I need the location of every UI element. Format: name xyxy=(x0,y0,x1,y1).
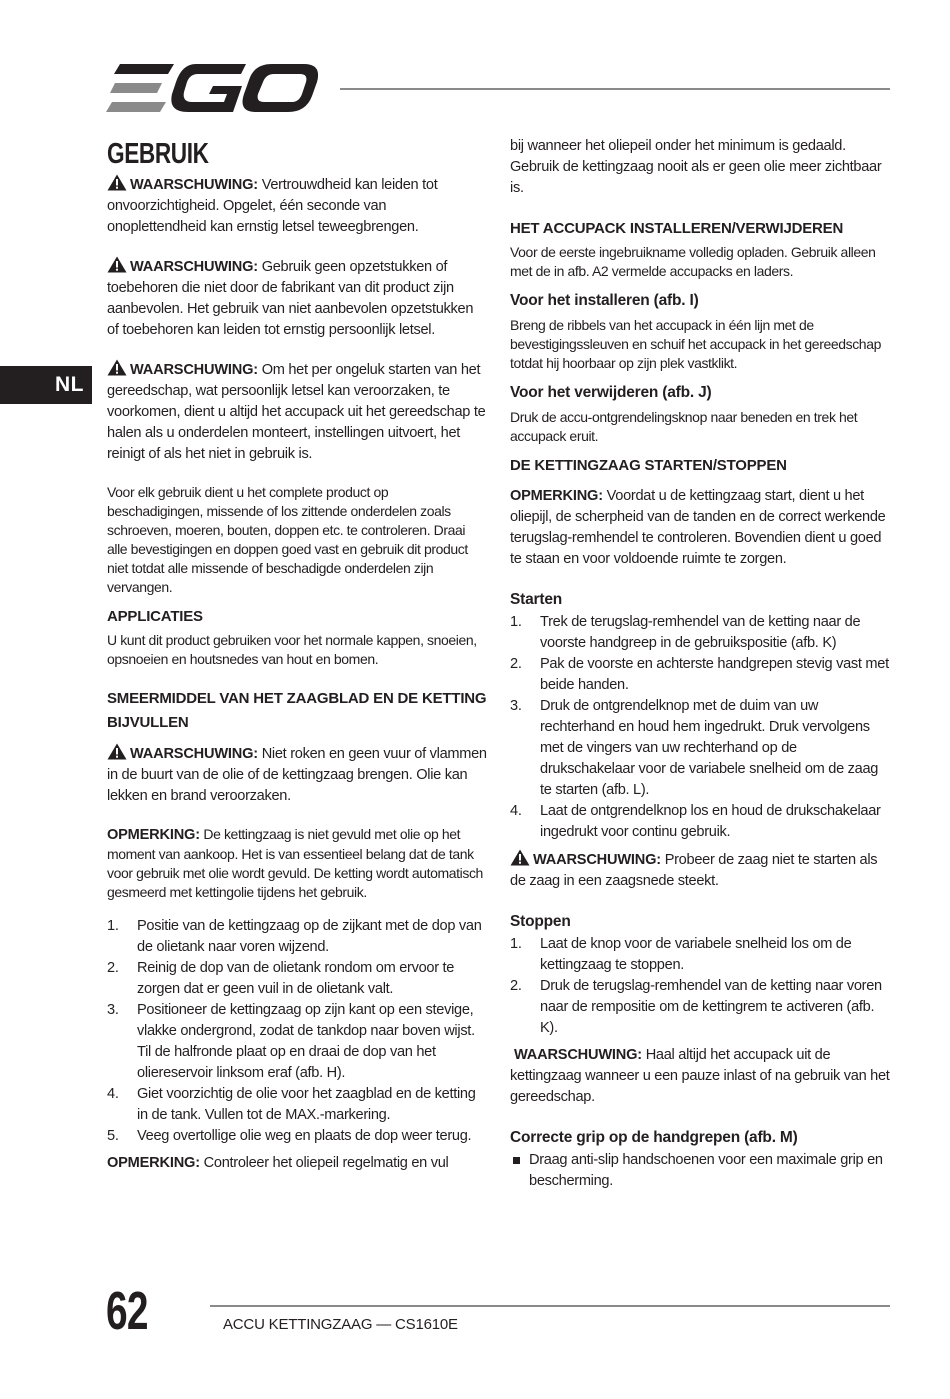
warning-label: WAARSCHUWING: xyxy=(130,746,258,762)
note-text: Voordat u de kettingzaag start, dient u het oliepijl, de scherpheid van de tanden en de correct werkende terugslag-remhendel te controleren. Bovendien dient u goed te staan en voor voldoende ruimte te zorgen. xyxy=(510,488,886,567)
subheading-install: Voor het installeren (afb. I) xyxy=(510,292,699,309)
warning-label: WAARSCHUWING: xyxy=(514,1047,642,1063)
list-item: Draag anti-slip handschoenen voor een maximale grip en bescherming. xyxy=(510,1150,890,1192)
note-paragraph xyxy=(107,1153,487,1174)
warning-text: Niet roken en geen vuur of vlammen in de buurt van de olie of de kettingzaag brengen. Olie kan lekken en brand veroorzaken. xyxy=(107,746,487,804)
list-item: 4. Laat de ontgrendelknop los en houd de drukschakelaar ingedrukt voor continu gebruik. xyxy=(510,803,881,840)
note-label: OPMERKING: xyxy=(107,827,200,843)
note-paragraph xyxy=(510,486,890,570)
subheading-grip: Correcte grip op de handgrepen (afb. M) xyxy=(510,1129,798,1146)
warning-label: WAARSCHUWING: xyxy=(533,852,661,868)
list-item: 3. Positioneer de kettingzaag op zijn kant op een stevige, vlakke ondergrond, zodat de tankdop naar boven wijst. Til de halfronde plaat op en draai de dop van het oliereservoir linksom eraf (afb. H). xyxy=(107,1002,475,1081)
left-column xyxy=(107,136,487,1174)
list-item: 2. Reinig de dop van de olietank rondom om ervoor te zorgen dat er geen vuil in de olietank valt. xyxy=(107,960,455,997)
stop-steps xyxy=(510,934,890,1039)
note-label: OPMERKING: xyxy=(510,488,603,504)
list-item: 3. Druk de ontgrendelknop met de duim van uw rechterhand en houd hem ingedrukt. Druk vervolgens met de vingers van uw rechterhand op de drukschakelaar voor de variabele snelheid om de zaag te starten (afb. L). xyxy=(510,698,879,798)
warning-label: WAARSCHUWING: xyxy=(130,177,258,193)
section-heading-battery: HET ACCUPACK INSTALLEREN/VERWIJDEREN xyxy=(510,220,844,237)
warning-paragraph xyxy=(107,174,487,238)
warning-label: WAARSCHUWING: xyxy=(130,259,258,275)
warning-paragraph xyxy=(510,1045,890,1108)
page-number: 62 xyxy=(106,1281,148,1341)
warning-triangle-icon xyxy=(107,256,127,273)
warning-paragraph xyxy=(107,743,487,807)
section-heading-start-stop: DE KETTINGZAAG STARTEN/STOPPEN xyxy=(510,457,787,474)
footer-rule xyxy=(210,1305,890,1307)
subheading-remove: Voor het verwijderen (afb. J) xyxy=(510,384,712,401)
warning-text: Gebruik geen opzetstukken of toebehoren die niet door de fabrikant van dit product zijn aanbevolen. Het gebruik van niet aanbevolen opzetstukken of toebehoren kan leiden tot ernstig persoonlijk letsel. xyxy=(107,259,474,338)
warning-text: Probeer de zaag niet te starten als de zaag in een zaagsnede steekt. xyxy=(510,852,878,889)
warning-paragraph xyxy=(510,849,890,892)
warning-triangle-icon xyxy=(107,359,127,376)
ego-logo-icon xyxy=(106,62,318,114)
applications-text: U kunt dit product gebruiken voor het normale kappen, snoeien, opsnoeien en houtsnedes van hout en bomen. xyxy=(107,632,477,667)
install-text: Breng de ribbels van het accupack in één lijn met de bevestigingssleuven en schuif het accupack in het gereedschap totdat hij hoorbaar op zijn plek vastklikt. xyxy=(510,317,881,371)
oil-fill-steps xyxy=(107,916,487,1147)
battery-text: Voor de eerste ingebruikname volledig opladen. Gebruik alleen met de in afb. A2 vermelde accupacks en laders. xyxy=(510,244,876,279)
remove-text: Druk de accu-ontgrendelingsknop naar beneden en trek het accupack eruit. xyxy=(510,409,858,444)
list-item: 4. Giet voorzichtig de olie voor het zaagblad en de ketting in de tank. Vullen tot de MAX.-markering. xyxy=(107,1086,476,1123)
inspection-paragraph: Voor elk gebruik dient u het complete product op beschadigingen, missende of los zittende onderdelen zoals schroeven, moeren, bouten, doppen etc. te controleren. Draai alle bevestigingen en doppen goed vast en gebruik dit product niet totdat alle missende of beschadigde onderdelen zijn vervangen. xyxy=(107,484,468,595)
warning-triangle-icon xyxy=(107,743,127,760)
subheading-stop: Stoppen xyxy=(510,913,571,930)
warning-label: WAARSCHUWING: xyxy=(130,362,258,378)
note-paragraph xyxy=(107,825,487,902)
square-bullet-icon xyxy=(513,1157,520,1164)
warning-paragraph xyxy=(107,359,487,465)
footer-product-name: ACCU KETTINGZAAG — CS1610E xyxy=(223,1316,458,1333)
list-item: 2. Pak de voorste en achterste handgrepen stevig vast met beide handen. xyxy=(510,656,889,693)
language-tab: NL xyxy=(0,366,92,404)
list-item: 5. Veeg overtollige olie weg en plaats de dop weer terug. xyxy=(107,1128,472,1144)
warning-triangle-icon xyxy=(510,849,530,866)
list-item: 2. Druk de terugslag-remhendel van de ketting naar voren naar de rempositie om de kettingrem te activeren (afb. K). xyxy=(510,978,882,1036)
page-title: GEBRUIK xyxy=(107,138,209,170)
list-item: 1. Trek de terugslag-remhendel van de ketting naar de voorste handgreep in de gebruikspositie (afb. K) xyxy=(510,614,861,651)
warning-triangle-icon xyxy=(107,174,127,191)
note-text: De kettingzaag is niet gevuld met olie op het moment van aankoop. Het is van essentieel belang dat de tank voor gebruik met olie wordt gevuld. De ketting wordt automatisch gesmeerd met kettingolie tijdens het gebruik. xyxy=(107,826,483,900)
warning-text: Om het per ongeluk starten van het gereedschap, wat persoonlijk letsel kan veroorzaken, te voorkomen, dient u altijd het accupack uit het gereedschap te halen als u onderdelen monteert, instellingen uitvoert, het reinigt of als het niet in gebruik is. xyxy=(107,362,486,462)
warning-paragraph xyxy=(107,256,487,341)
right-column xyxy=(510,136,890,1192)
header-rule xyxy=(340,88,890,90)
warning-text: Haal altijd het accupack uit de kettingzaag wanneer u een pauze inlast of na gebruik van het gereedschap. xyxy=(510,1047,890,1105)
warning-text: Vertrouwdheid kan leiden tot onvoorzichtigheid. Opgelet, één seconde van onoplettendheid kan ernstig letsel teweegbrengen. xyxy=(107,177,438,235)
note-text: Controleer het oliepeil regelmatig en vul xyxy=(203,1155,449,1171)
continued-paragraph: bij wanneer het oliepeil onder het minimum is gedaald. Gebruik de kettingzaag nooit als er geen olie meer zichtbaar is. xyxy=(510,138,882,196)
subheading-start: Starten xyxy=(510,591,563,608)
list-item: 1. Positie van de kettingzaag op de zijkant met de dop van de olietank naar voren wijzend. xyxy=(107,918,482,955)
note-label: OPMERKING: xyxy=(107,1155,200,1171)
section-heading-lubricant: SMEERMIDDEL VAN HET ZAAGBLAD EN DE KETTING BIJVULLEN xyxy=(107,690,487,731)
grip-bullets xyxy=(510,1150,890,1192)
section-heading-applications: APPLICATIES xyxy=(107,608,203,625)
list-item: 1. Laat de knop voor de variabele snelheid los om de kettingzaag te stoppen. xyxy=(510,936,852,973)
start-steps xyxy=(510,612,890,843)
